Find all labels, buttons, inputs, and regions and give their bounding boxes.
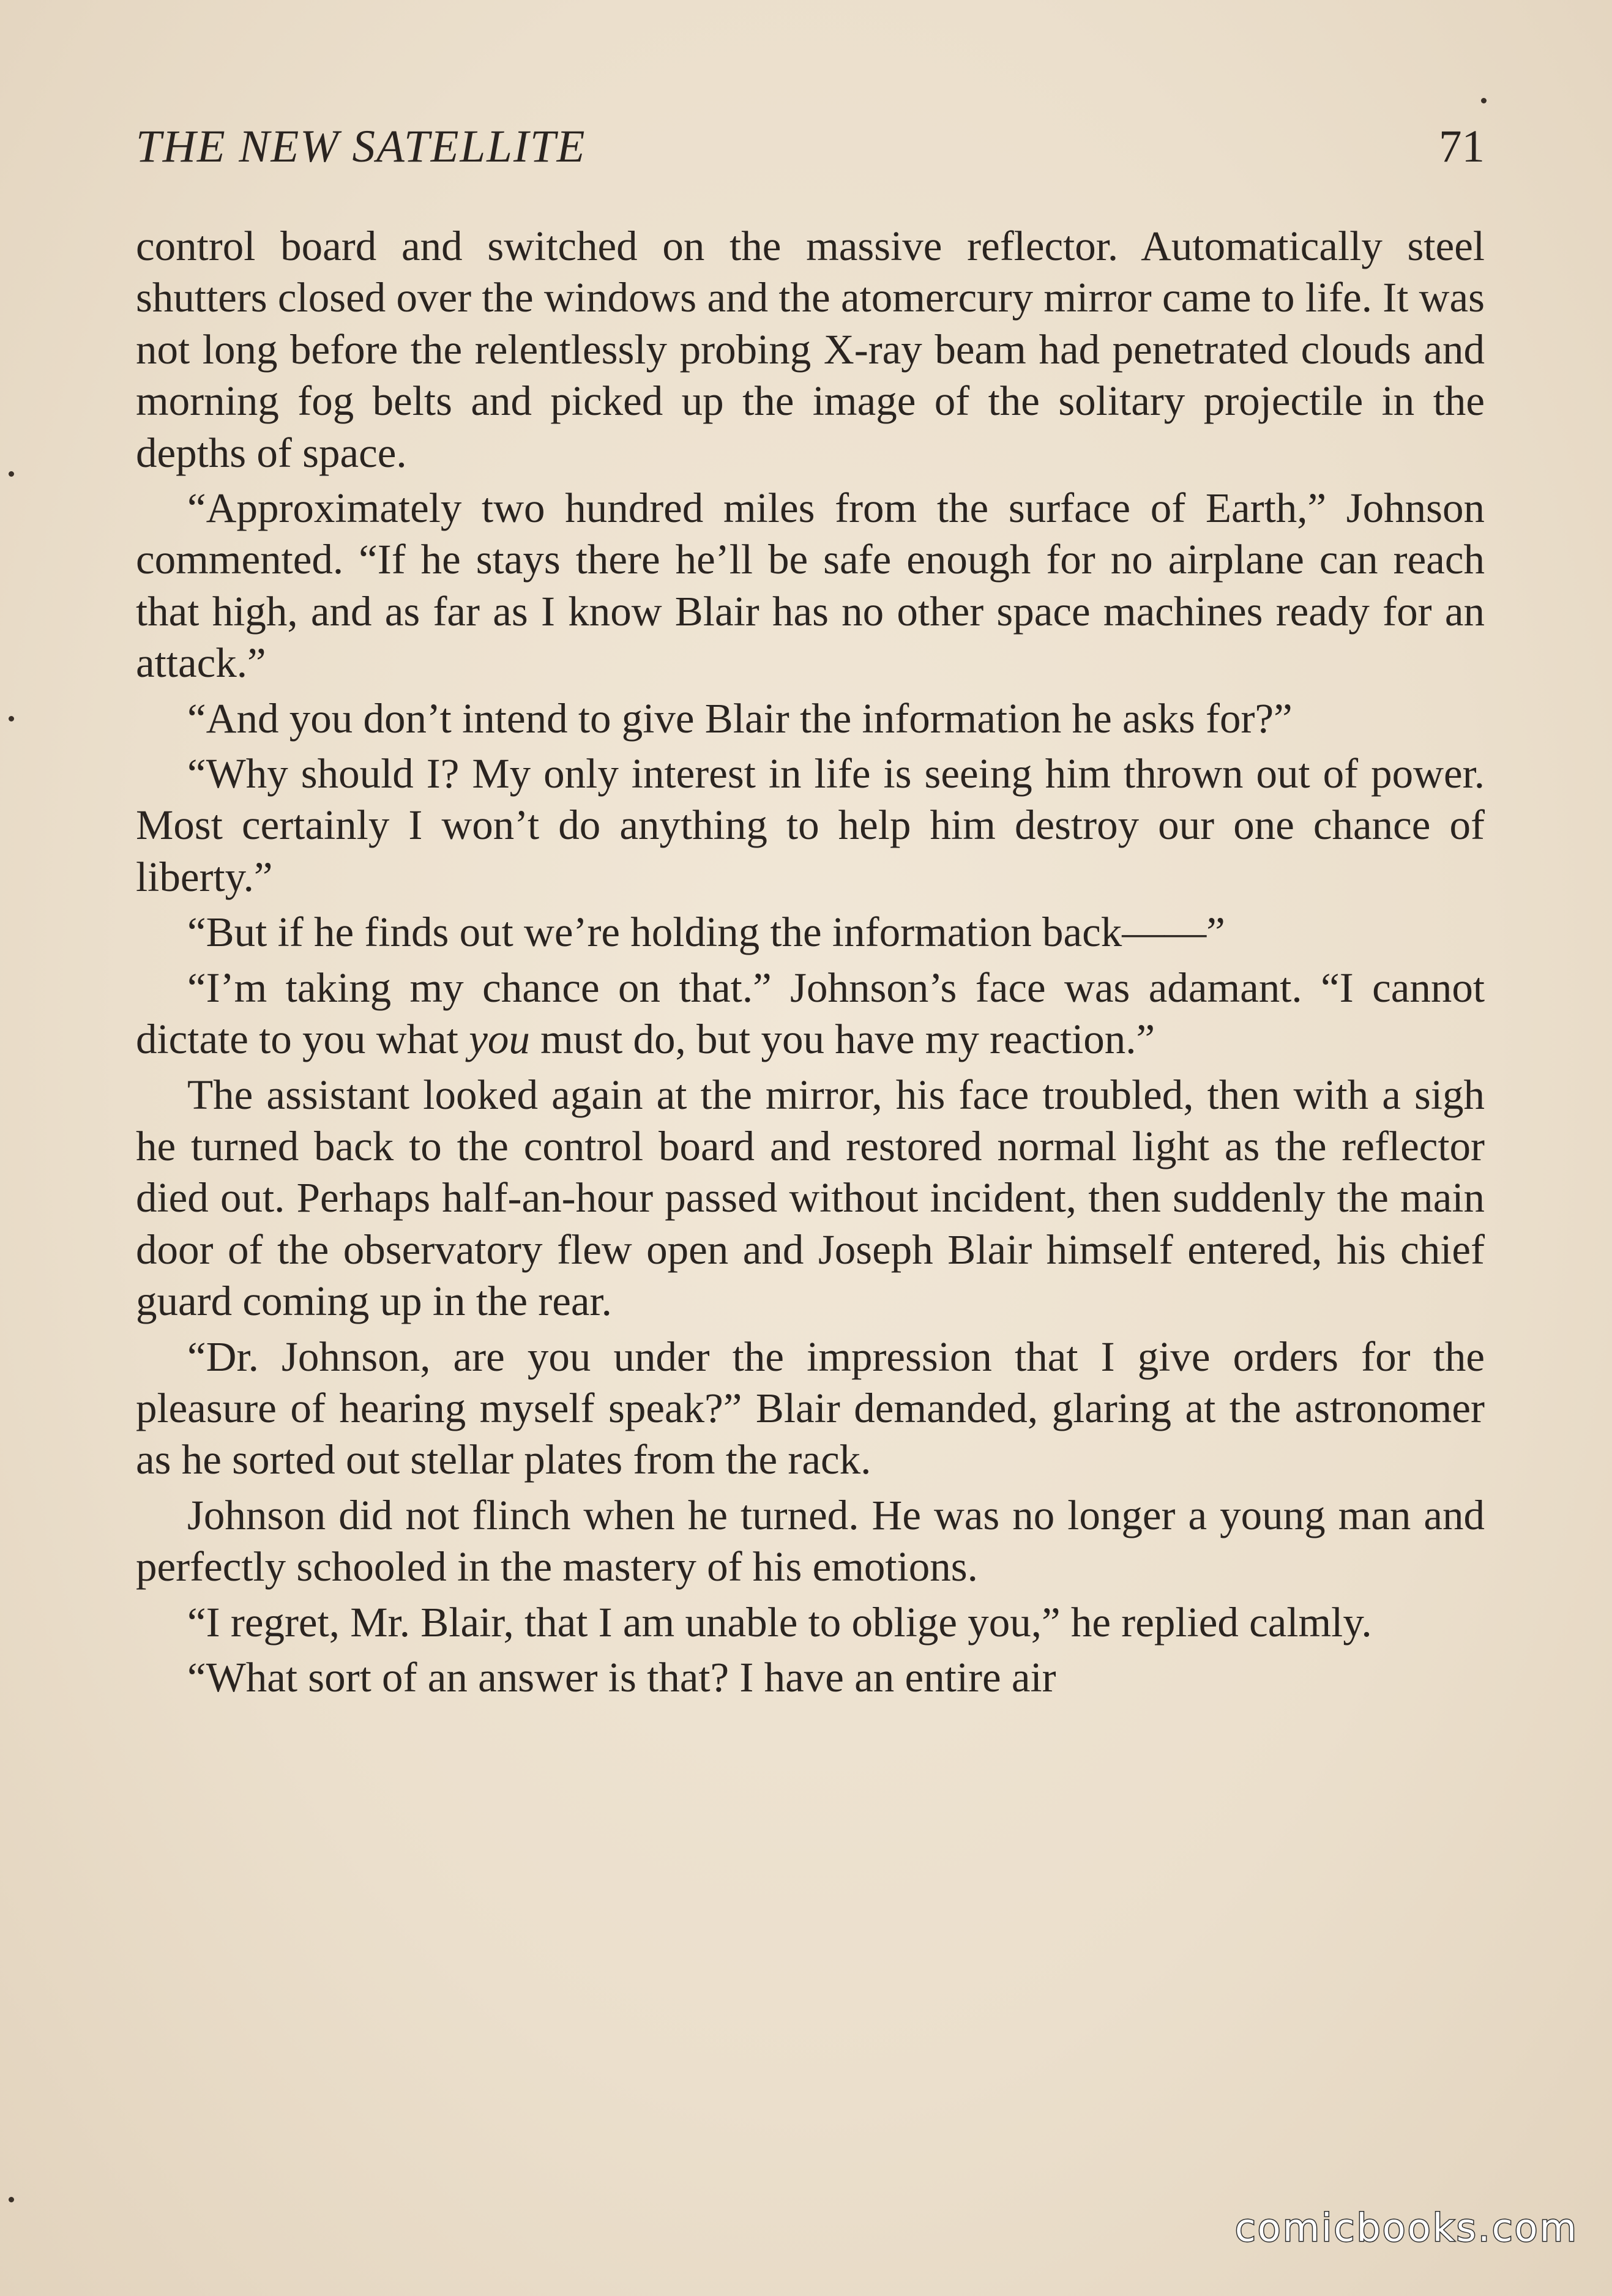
paragraph-text: “I’m taking my chance on that.” Johnson’s face was adamant. “I cannot dictate to you what [136,964,1485,1063]
paper-speck [1481,98,1487,103]
paragraph: “Approximately two hundred miles from the surface of Earth,” Johnson commented. “If he stays there he’ll be safe enough for no airplane can reach that high, and as far as I know Blair has no other space machines ready for an attack.” [136,485,1485,687]
paragraph: The assistant looked again at the mirror, his face troubled, then with a sigh he turned back to the control board and restored normal light as the reflector died out. Perhaps half-an-hour passed without incident, then suddenly the main door of the observatory flew open and Joseph Blair himself entered, his chief guard coming up in the rear. [136,1071,1485,1325]
paragraph [136,962,1485,1065]
body-text [136,220,1485,1707]
paragraph: “I regret, Mr. Blair, that I am unable to oblige you,” he replied calmly. [187,1598,1372,1646]
paragraph-text: must do, but you have my reaction.” [529,1016,1155,1063]
paragraph: control board and switched on the massive reflector. Automatically steel shutters closed over the windows and the atomercury mirror came to life. It was not long before the relentlessly probing X-ray beam had penetrated clouds and morning fog belts and picked up the image of the solitary projectile in the depths of space. [136,223,1485,476]
paragraph: “Why should I? My only interest in life is seeing him thrown out of power. Most certainly I won’t do anything to help him destroy our one chance of liberty.” [136,750,1485,900]
watermark: comicbooks.com [1234,2205,1578,2250]
paragraph: “But if he finds out we’re holding the information back——” [187,909,1225,956]
paper-speck [9,2197,14,2202]
paragraph: “And you don’t intend to give Blair the information he asks for?” [187,695,1293,742]
paragraph: “Dr. Johnson, are you under the impression that I give orders for the pleasure of hearing myself speak?” Blair demanded, glaring at the astronomer as he sorted out stellar plates from the rack. [136,1333,1485,1483]
page-number: 71 [1439,121,1485,172]
paragraph: Johnson did not flinch when he turned. He was no longer a young man and perfectly schooled in the mastery of his emotions. [136,1491,1485,1590]
running-title: THE NEW SATELLITE [136,121,586,172]
paper-speck [9,716,14,721]
paper-speck [9,471,14,477]
page-header [136,116,1485,177]
emphasized-word: you [469,1016,530,1063]
paragraph: “What sort of an answer is that? I have an entire air [187,1653,1056,1701]
